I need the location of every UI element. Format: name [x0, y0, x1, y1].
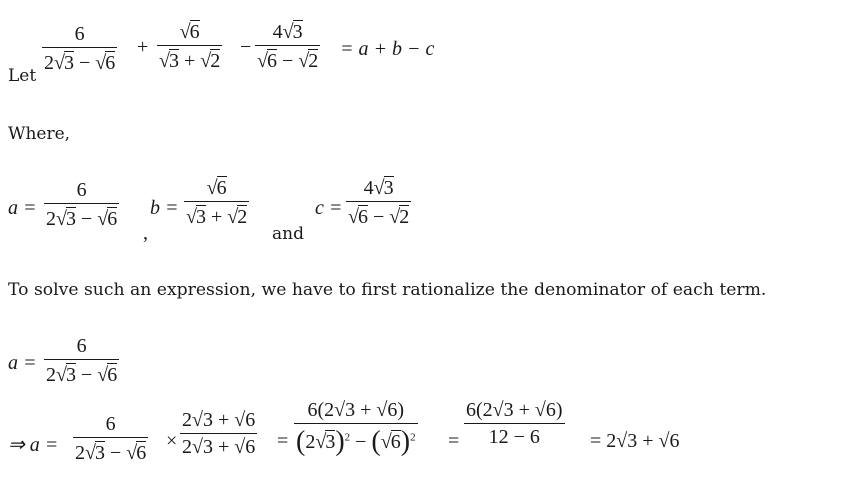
- denominator: 2 √ 3 − √ 6: [44, 52, 116, 74]
- fraction-a-step0: 6 2 √ 3 − √ 6: [75, 413, 147, 464]
- solution-a-label: a =: [8, 352, 37, 374]
- comma: ,: [143, 222, 148, 244]
- fraction-step1: 6(2√3 + √6) (2 √ 3 )$^2$ − ( √ 6 )$^2$: [296, 399, 416, 457]
- let-label: Let: [8, 66, 37, 86]
- fraction-term-2: [157, 20, 222, 71]
- fraction-term-1: [42, 24, 117, 73]
- fraction-c-def: 4 √ 3 √ 6 − √ 2: [348, 177, 410, 228]
- instruction-text: To solve such an expression, we have to first rationalize the denominator of each term.: [8, 280, 767, 300]
- b-label: b =: [150, 197, 179, 219]
- plus-operator: +: [137, 36, 149, 58]
- fraction-term-3: [255, 20, 320, 71]
- numerator: 4 √ 3: [272, 21, 303, 43]
- implies-a-label: ⇒ a =: [8, 434, 59, 456]
- numerator: √ 6: [179, 21, 200, 43]
- minus-operator: −: [240, 36, 252, 58]
- numerator: 6: [74, 23, 85, 45]
- result-text: = 2√3 + √6: [590, 430, 680, 452]
- times-operator: ×: [166, 430, 178, 452]
- equals-sign-2: =: [448, 430, 460, 452]
- where-label: Where,: [8, 124, 71, 144]
- fraction-b-def: √ 6 √ 3 + √ 2: [186, 177, 248, 228]
- equals-sign-1: =: [277, 430, 289, 452]
- fraction-a-def: 6 2 √ 3 − √ 6: [46, 179, 118, 230]
- denominator: √ 6 − √ 2: [257, 50, 319, 72]
- a-label: a =: [8, 197, 37, 219]
- fraction-a-solution: 6 2 √ 3 − √ 6: [46, 335, 118, 386]
- fraction-multiplier: 2√3 + √6 2√3 + √6: [182, 409, 256, 458]
- and-label: and: [272, 224, 304, 244]
- c-label: c =: [315, 197, 343, 219]
- equation-rhs: = a + b − c: [340, 38, 435, 60]
- denominator: √ 3 + √ 2: [159, 50, 221, 72]
- fraction-step2: 6(2√3 + √6) 12 − 6: [466, 399, 563, 448]
